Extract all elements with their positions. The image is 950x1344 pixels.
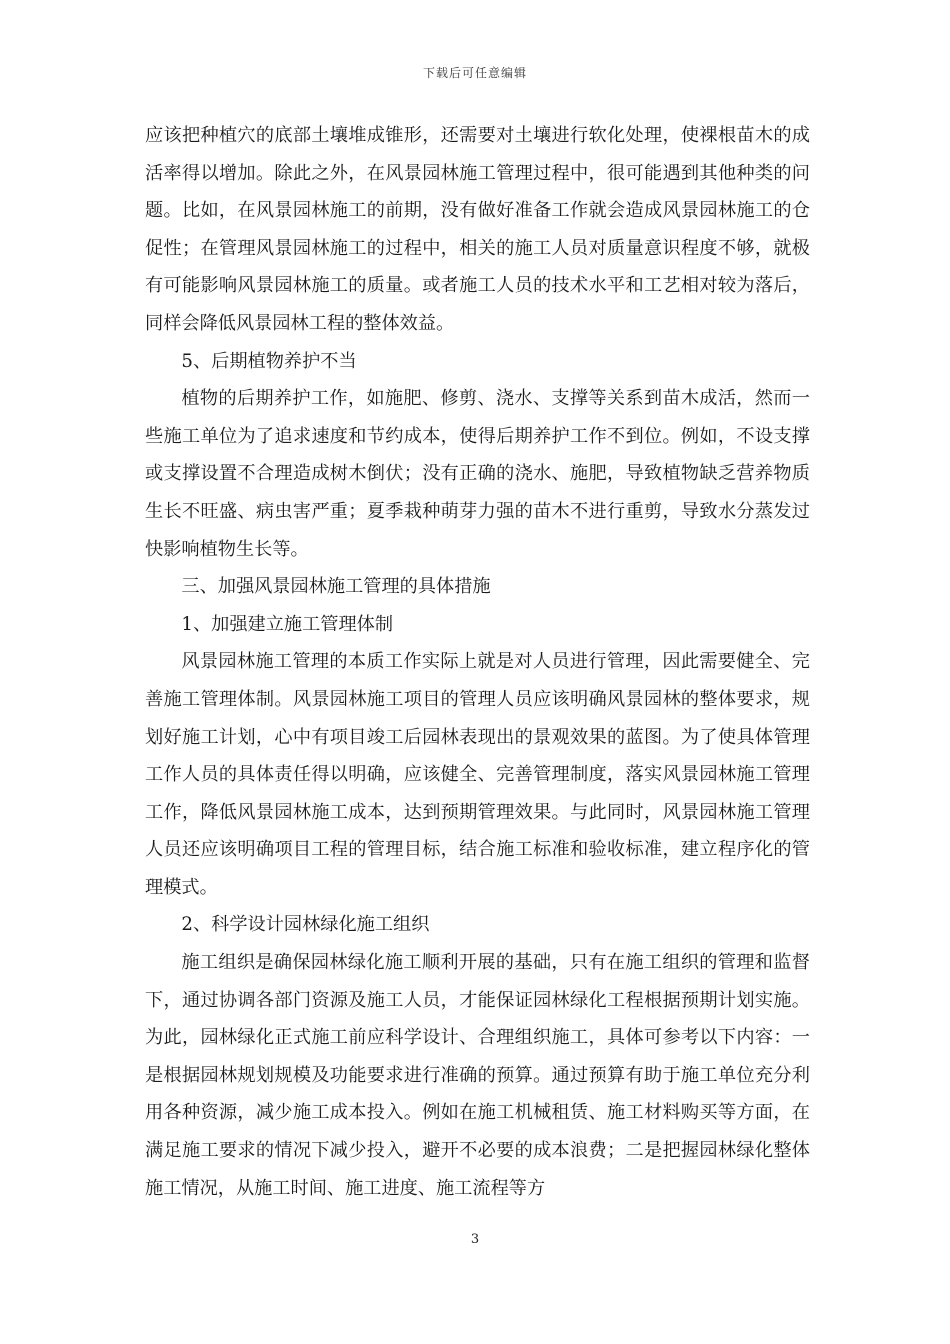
section-heading-2: 2、科学设计园林绿化施工组织 xyxy=(181,914,430,936)
paragraph-management-system: 风景园林施工管理的本质工作实际上就是对人员进行管理，因此需要健全、完善施工管理体制。风景园林施工项目的管理人员应该明确风景园林的整体要求，规划好施工计划，心中有项目竣工后园林表现出的景观效果的蓝图。为了使具体管理工作人员的具体责任得以明确，应该健全、完善管理制度，落实风景园林施工管理工作，降低风景园林施工成本，达到预期管理效果。与此同时，风景园林施工管理人员还应该明确项目工程的管理目标，结合施工标准和验收标准，建立程序化的管理模式。 xyxy=(145,651,810,898)
document-body xyxy=(145,117,810,1207)
paragraph-continuation: 应该把种植穴的底部土壤堆成锥形，还需要对土壤进行软化处理，使裸根苗木的成活率得以增加。除此之外，在风景园林施工管理过程中，很可能遇到其他种类的问题。比如，在风景园林施工的前期，没有做好准备工作就会造成风景园林施工的仓促性；在管理风景园林施工的过程中，相关的施工人员对质量意识程度不够，就极有可能影响风景园林施工的质量。或者施工人员的技术水平和工艺相对较为落后，同样会降低风景园林工程的整体效益。 xyxy=(145,125,810,334)
paragraph-plant-maintenance: 植物的后期养护工作，如施肥、修剪、浇水、支撑等关系到苗木成活，然而一些施工单位为了追求速度和节约成本，使得后期养护工作不到位。例如，不设支撑或支撑设置不合理造成树木倒伏；没有正确的浇水、施肥，导致植物缺乏营养物质生长不旺盛、病虫害严重；夏季栽种萌芽力强的苗木不进行重剪，导致水分蒸发过快影响植物生长等。 xyxy=(145,388,810,560)
section-heading-5: 5、后期植物养护不当 xyxy=(181,350,357,372)
page-number: 3 xyxy=(470,1232,480,1247)
paragraph-construction-organization: 施工组织是确保园林绿化施工顺利开展的基础，只有在施工组织的管理和监督下，通过协调各部门资源及施工人员，才能保证园林绿化工程根据预期计划实施。为此，园林绿化正式施工前应科学设计、合理组织施工，具体可参考以下内容：一是根据园林规划规模及功能要求进行准确的预算。通过预算有助于施工单位充分利用各种资源，减少施工成本投入。例如在施工机械租赁、施工材料购买等方面，在满足施工要求的情况下减少投入，避开不必要的成本浪费；二是把握园林绿化整体施工情况，从施工时间、施工进度、施工流程等方 xyxy=(145,952,810,1199)
page-header: 下载后可任意编辑 xyxy=(422,66,527,80)
section-heading-1: 1、加强建立施工管理体制 xyxy=(181,613,394,635)
chapter-heading-3: 三、加强风景园林施工管理的具体措施 xyxy=(181,576,491,598)
